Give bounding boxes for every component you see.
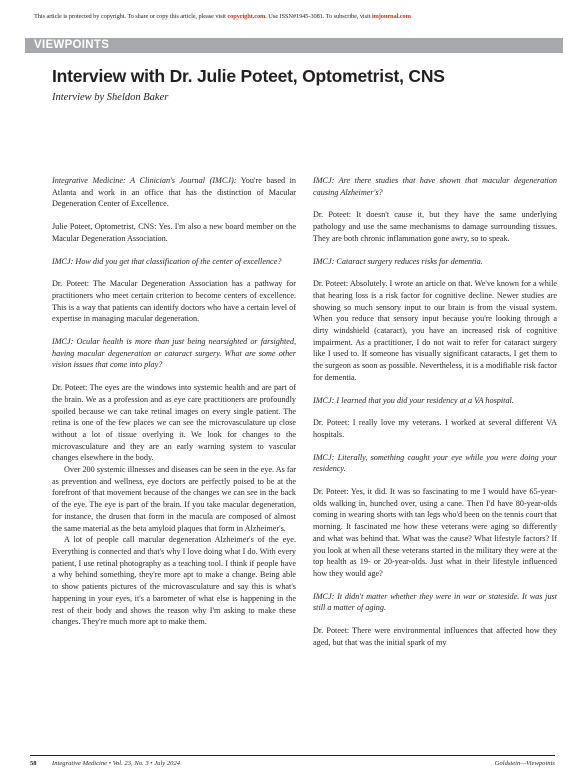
- speaker-label: Dr. Poteet:: [313, 626, 350, 636]
- notice-middle: . Use ISSN#1945-3081. To subscribe, visit: [265, 13, 372, 20]
- paragraph-continued: [52, 464, 296, 534]
- section-label: VIEWPOINTS: [34, 39, 110, 51]
- paragraph-text: Yes, it did. It was so fascinating to me I would have 65-year-olds walking in, hunched over, using a cane. Then I'd have 80-year-olds coming in wearing shorts with tan legs who'd been on the tennis court that morning. It fascinated me how these veterans were aging so differently and what was behind that. What was the cause? What lifestyle factors? If you look at when all these veterans started in the military they were at the top health as 19- or 20-year-olds. Just what in their lifestyle influenced how they would age?: [313, 487, 557, 578]
- speaker-label: Dr. Poteet:: [313, 279, 349, 289]
- page-number: 58: [30, 760, 37, 767]
- speaker-label: Dr. Poteet:: [313, 210, 352, 220]
- paragraph-intro: [52, 175, 296, 210]
- paragraph-text: Yes. I'm also a new board member on the Macular Degeneration Association.: [52, 222, 296, 243]
- speaker-label: IMCJ:: [313, 452, 335, 462]
- copyright-notice: [34, 13, 564, 20]
- journal-citation: Integrative Medicine • Vol. 23, No. 3 • July 2024: [52, 760, 181, 767]
- paragraph-text: The Macular Degeneration Association has a pathway for practitioners who meet certain criterion to become centers of excellence. This is a way that patients can identify doctors who have a certain level of expertise in managing macular degeneration.: [52, 279, 296, 324]
- paragraph-text: The eyes are the windows into systemic health and are part of the brain. We as a profession and as eye care practitioners are profoundly spoiled because we can take retinal images on every single patient. The retina is one of the few places we can see the microvasculature up close without a lot of tissue overlying it. We look for changes to the microvasculature and they are an early warning system to vascular changes elsewhere in the body.: [52, 383, 296, 463]
- paragraph-text: It doesn't cause it, but they have the same underlying pathology and use the same mechanisms to damage surrounding tissues. They are both chronic inflammation gone awry, so to speak.: [313, 210, 557, 243]
- speaker-label: IMCJ:: [313, 176, 335, 185]
- paragraph-text: I learned that you did your residency at a VA hospital.: [334, 395, 514, 405]
- paragraph-question: [313, 175, 557, 198]
- paragraph-text: There were environmental influences that affected how they aged, but that was the initial spark of my: [313, 626, 557, 647]
- page-footer: [30, 755, 555, 771]
- paragraph-text: How did you get that classification of the center of excellence?: [73, 256, 282, 266]
- speaker-label: Dr. Poteet:: [52, 279, 90, 289]
- paragraph-question: [313, 591, 557, 614]
- speaker-label: Integrative Medicine: A Clinician's Journal (IMCJ):: [52, 176, 237, 185]
- left-column: [52, 175, 296, 628]
- article-title: Interview with Dr. Julie Poteet, Optometrist, CNS: [52, 66, 445, 86]
- paragraph-text: You're based in Atlanta and work in an office that has the distinction of Macular Degeneration Center of Excellence.: [52, 176, 297, 209]
- paragraph-text: I really love my veterans. I worked at several different VA hospitals.: [313, 418, 557, 439]
- copyright-link[interactable]: copyright.com: [227, 13, 266, 20]
- paragraph-answer-open: [52, 382, 296, 464]
- speaker-label: Dr. Poteet:: [313, 487, 349, 497]
- paragraph-continued: [52, 534, 296, 628]
- paragraph-answer: [313, 625, 557, 648]
- paragraph-answer: [52, 221, 296, 244]
- paragraph-text: It didn't matter whether they were in war or stateside. It was just still a matter of aging.: [313, 591, 557, 613]
- article-byline: Interview by Sheldon Baker: [52, 92, 169, 103]
- paragraph-answer: [313, 278, 557, 383]
- paragraph-question: [313, 452, 557, 475]
- paragraph-question: [52, 336, 296, 371]
- paragraph-answer: [313, 417, 557, 440]
- speaker-label: Dr. Poteet:: [313, 418, 350, 428]
- paragraph-text: Over 200 systemic illnesses and diseases can be seen in the eye. As far as prevention and wellness, eye doctors are perfectly poised to be at the forefront of that movement because of the changes we can see in the back of the eye. The eye is part of the brain. If you take macular degeneration, for instance, the drusen that form in the macula are composed of almost the same material as the beta amyloid plaques that form in Alzheimer's.: [52, 465, 296, 533]
- paragraph-text: Ocular health is more than just being nearsighted or farsighted, having macular degeneration or cataract surgery. What are some other vision issues that come into play?: [52, 337, 296, 370]
- right-column: [313, 175, 557, 660]
- speaker-label: IMCJ:: [52, 256, 74, 266]
- running-footer: Goldstein—Viewpoints: [494, 760, 555, 767]
- speaker-label: Julie Poteet, Optometrist, CNS:: [52, 222, 157, 232]
- speaker-label: IMCJ:: [313, 256, 335, 266]
- paragraph-text: Cataract surgery reduces risks for dementia.: [334, 256, 483, 266]
- section-banner: [25, 38, 563, 53]
- notice-prefix: This article is protected by copyright. To share or copy this article, please visit: [34, 13, 228, 20]
- paragraph-answer: [313, 486, 557, 580]
- speaker-label: IMCJ:: [313, 591, 335, 601]
- paragraph-answer: [313, 209, 557, 244]
- subscribe-link[interactable]: imjournal.com: [371, 13, 411, 20]
- paragraph-text: A lot of people call macular degeneration Alzheimer's of the eye. Everything is connected and that's why I love doing what I do. With every patient, I use retinal photography as a teaching tool. I think if people have a why behind something, they're more apt to make a change. Being able to show patients pictures of the microvasculature and say this is what's happening in your eyes, it's a barometer of what else is happening in the rest of their body and shows the reason why I'm asking to make these changes. They're much more apt to make them.: [52, 535, 296, 627]
- paragraph-answer: [52, 278, 296, 325]
- speaker-label: Dr. Poteet:: [52, 383, 88, 393]
- speaker-label: IMCJ:: [52, 337, 74, 347]
- paragraph-text: Literally, something caught your eye while you were doing your residency.: [313, 452, 557, 474]
- speaker-label: IMCJ:: [313, 395, 335, 405]
- paragraph-text: Absolutely. I wrote an article on that. We've known for a while that hearing loss is a risk factor for cognitive decline. Newer studies are showing so much sensory input to our brain is from the visual system. When you reduce that sensory input because you're looking through a dirty windshield (cataract), you have an increased risk of cognitive impairment. As a practitioner, I do not wait to refer for cataract surgery like I used to. If someone has visually significant cataracts, I get them to the surgeon as soon as possible. Nevertheless, it is a modifiable risk factor for dementia.: [313, 279, 557, 382]
- paragraph-text: Are there studies that have shown that macular degeneration causing Alzheimer's?: [313, 176, 557, 197]
- paragraph-question: [313, 395, 557, 407]
- paragraph-question: [313, 256, 557, 268]
- paragraph-question: [52, 256, 296, 268]
